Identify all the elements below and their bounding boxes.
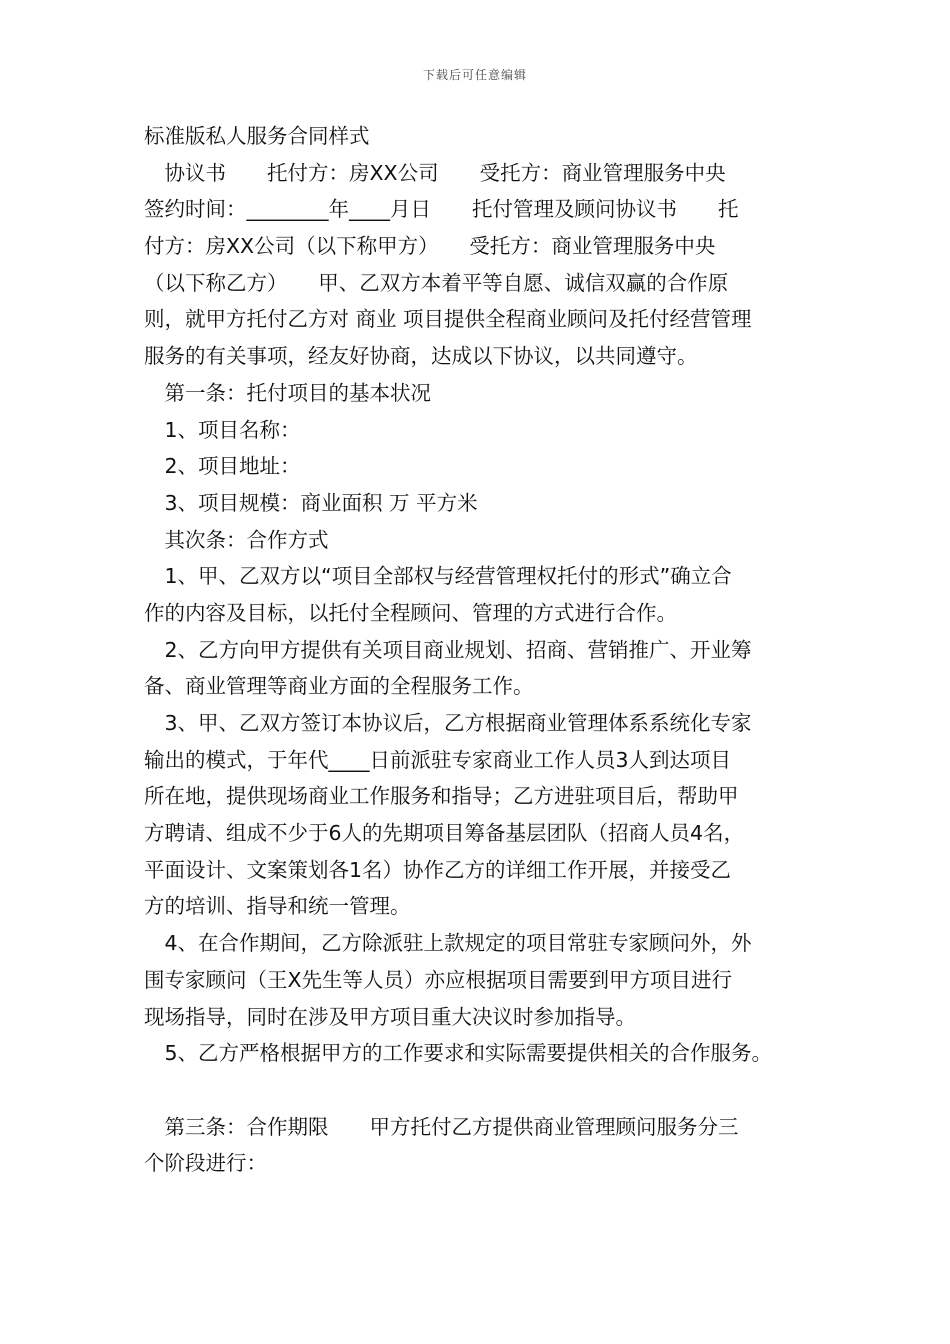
list-item: 3、项目规模：商业面积 万 平方米 xyxy=(144,490,478,515)
page-header: 下载后可任意编辑 xyxy=(422,68,527,82)
body-line: 平面设计、文案策划各1名）协作乙方的详细工作开展，并接受乙 xyxy=(144,857,732,882)
body-line: 2、乙方向甲方提供有关项目商业规划、招商、营销推广、开业筹 xyxy=(144,637,752,662)
body-line: 个阶段进行： xyxy=(144,1151,267,1176)
body-line: 现场指导，同时在涉及甲方项目重大决议时参加指导。 xyxy=(144,1004,636,1029)
section-heading: 第三条：合作期限 甲方托付乙方提供商业管理顾问服务分三 xyxy=(144,1114,739,1139)
body-line: 4、在合作期间，乙方除派驻上款规定的项目常驻专家顾问外，外 xyxy=(144,931,752,956)
list-item: 1、项目名称： xyxy=(144,417,301,442)
body-line: 付方：房XX公司（以下称甲方） 受托方：商业管理服务中央 xyxy=(144,234,716,259)
body-line: 备、商业管理等商业方面的全程服务工作。 xyxy=(144,674,534,699)
blank-line xyxy=(144,1072,824,1109)
body-line: 所在地，提供现场商业工作服务和指导；乙方进驻项目后，帮助甲 xyxy=(144,784,739,809)
body-line: 签约时间：________年____月日 托付管理及顾问协议书 托 xyxy=(144,197,739,222)
body-line: 3、甲、乙双方签订本协议后，乙方根据商业管理体系系统化专家 xyxy=(144,711,752,735)
body-line: 输出的模式，于年代____日前派驻专家商业工作人员3人到达项目 xyxy=(144,747,732,772)
body-line: 方聘请、组成不少于6人的先期项目筹备基层团队（招商人员4名， xyxy=(144,821,745,846)
body-line: 方的培训、指导和统一管理。 xyxy=(144,894,411,919)
list-item: 2、项目地址： xyxy=(144,454,301,479)
body-line: （以下称乙方） 甲、乙双方本着平等自愿、诚信双赢的合作原 xyxy=(144,270,729,295)
section-heading: 第一条：托付项目的基本状况 xyxy=(144,380,431,405)
body-line: 服务的有关事项，经友好协商，达成以下协议，以共同遵守。 xyxy=(144,344,698,369)
section-heading: 其次条：合作方式 xyxy=(144,527,329,552)
body-line: 5、乙方严格根据甲方的工作要求和实际需要提供相关的合作服务。 xyxy=(144,1041,773,1066)
contract-body xyxy=(144,118,824,1182)
body-line: 围专家顾问（王X先生等人员）亦应根据项目需要到甲方项目进行 xyxy=(144,967,733,992)
body-line: 则，就甲方托付乙方对 商业 项目提供全程商业顾问及托付经营管理 xyxy=(144,307,752,332)
body-line: 1、甲、乙双方以“项目全部权与经营管理权托付的形式”确立合 xyxy=(144,564,732,589)
document-title: 标准版私人服务合同样式 xyxy=(144,124,370,148)
body-line: 作的内容及目标，以托付全程顾问、管理的方式进行合作。 xyxy=(144,600,677,625)
body-line: 协议书 托付方：房XX公司 受托方：商业管理服务中央 xyxy=(144,160,726,185)
